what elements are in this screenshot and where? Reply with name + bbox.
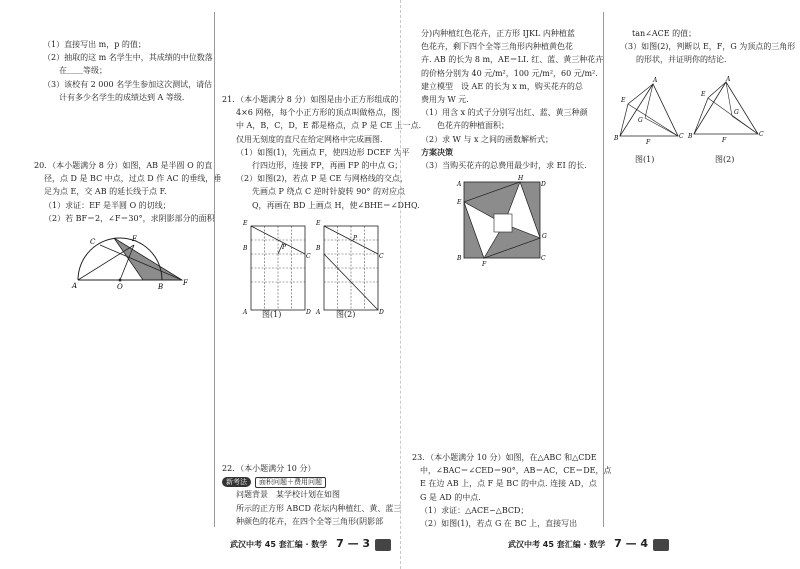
text-line: 方案决策 bbox=[421, 146, 453, 157]
text-line: 行四边形，连接 FP，再画 FP 的中点 G； bbox=[236, 161, 403, 171]
column-divider bbox=[603, 12, 604, 527]
book-title: 武汉中考 45 套汇编 · 数学 bbox=[508, 540, 606, 549]
left-footer bbox=[230, 537, 391, 551]
question-22 bbox=[222, 462, 400, 528]
svg-text:C: C bbox=[541, 255, 546, 262]
page-number: 7 — 3 bbox=[336, 537, 371, 550]
text-line: G 是 AD 的中点. bbox=[420, 492, 481, 502]
svg-text:A: A bbox=[243, 309, 248, 316]
svg-text:P: P bbox=[282, 244, 287, 251]
figure-caption: 图(1) bbox=[262, 310, 282, 319]
svg-text:B: B bbox=[688, 133, 693, 140]
text-line: 21．（本小题满分 8 分）如图是由小正方形组成的 bbox=[222, 95, 399, 104]
text-line: 分)内种植红色花卉，正方形 IJKL 内种植蓝 bbox=[421, 29, 575, 38]
book-title: 武汉中考 45 套汇编 · 数学 bbox=[230, 540, 328, 549]
figure-caption: 图(2) bbox=[715, 155, 735, 164]
svg-text:E: E bbox=[132, 235, 138, 243]
text-line: E 在边 AB 上，点 F 是 BC 的中点. 连接 AD，点 bbox=[420, 479, 597, 489]
text-line: （1）求证：EF 是半圆 O 的切线； bbox=[44, 200, 171, 210]
svg-text:P: P bbox=[353, 235, 358, 242]
text-line: 种颜色的花卉，在四个全等三角形(阴影部 bbox=[236, 516, 384, 526]
svg-text:D: D bbox=[379, 309, 384, 316]
text-line: 色花卉的种植面积； bbox=[421, 121, 509, 131]
brand-logo-icon bbox=[375, 539, 391, 551]
text-line: （2）如图(2)，若点 P 是 CE 与网格线的交点， bbox=[236, 174, 408, 184]
svg-text:D: D bbox=[306, 309, 311, 316]
question-22-continued bbox=[421, 27, 604, 172]
svg-text:D: D bbox=[541, 181, 546, 188]
text-line: 在＿＿等级； bbox=[43, 66, 107, 76]
semicircle-figure bbox=[70, 230, 190, 292]
svg-text:E: E bbox=[701, 91, 706, 98]
figure-caption: 图(1) bbox=[635, 155, 655, 164]
text-line: 所示的正方形 ABCD 花坛内种植红、黄、蓝三 bbox=[236, 503, 402, 513]
page-number: 7 — 4 bbox=[614, 537, 649, 550]
svg-text:A: A bbox=[72, 282, 78, 290]
text-line: 22．（本小题满分 10 分） bbox=[222, 464, 316, 473]
svg-text:C: C bbox=[679, 133, 684, 140]
svg-text:A: A bbox=[726, 76, 731, 83]
text-line: 问题背景 某学校计划在如图 bbox=[236, 490, 340, 500]
text-line: 4×6 网格，每个小正方形的顶点叫做格点，图 bbox=[236, 108, 400, 118]
text-line: 中，∠BAC＝∠CED＝90°，AB＝AC，CE＝DE，点 bbox=[420, 466, 612, 476]
text-line: （1）如图(1)，先画点 F，使四边形 DCEF 为平 bbox=[236, 147, 410, 157]
svg-text:H: H bbox=[518, 175, 524, 182]
svg-text:F: F bbox=[482, 261, 487, 268]
svg-text:B: B bbox=[457, 255, 462, 262]
question-20 bbox=[34, 159, 222, 225]
text-line: （1）求证：△ACE∽△BCD； bbox=[420, 505, 529, 515]
svg-text:E: E bbox=[243, 220, 248, 227]
svg-text:F: F bbox=[646, 139, 651, 146]
triangle-figure-2 bbox=[686, 76, 766, 152]
text-line: tan∠ACE 的值； bbox=[632, 29, 697, 38]
text-line: 计有多少名学生的成绩达到 A 等级. bbox=[43, 92, 185, 102]
text-line: 20．（本小题满分 8 分）如图，AB 是半圆 O 的直 bbox=[34, 161, 213, 170]
text-line: 卉. AB 的长为 8 m，AE＝LI. 红、蓝、黄三种花卉 bbox=[421, 55, 604, 65]
text-line: 径，点 D 是 BC 中点，过点 D 作 AC 的垂线，垂 bbox=[44, 174, 222, 184]
text-line: （2）求 W 与 x 之间的函数解析式； bbox=[421, 134, 553, 144]
svg-text:A: A bbox=[457, 181, 462, 188]
text-line: （3）如图(2)，判断以 E，F，G 为顶点的三角形 bbox=[620, 42, 796, 52]
svg-text:B: B bbox=[316, 245, 321, 252]
question-19-tail bbox=[43, 38, 213, 104]
svg-text:C: C bbox=[90, 238, 96, 246]
text-line: （2）如图(1)，若点 G 在 BC 上，直接写出 bbox=[420, 519, 578, 529]
svg-text:F: F bbox=[183, 279, 188, 287]
svg-text:B: B bbox=[614, 135, 619, 142]
question-24-tail bbox=[620, 27, 798, 67]
text-line: （2）若 BF＝2，∠F＝30°，求阴影部分的面积 bbox=[44, 213, 215, 223]
text-line: 费用为 W 元. bbox=[421, 95, 469, 105]
text-line: （3）该校有 2 000 名学生参加这次测试，请估 bbox=[43, 79, 213, 89]
text-line: 色花卉，剩下四个全等三角形内种植黄色花 bbox=[421, 42, 573, 52]
svg-text:A: A bbox=[653, 77, 658, 84]
figure-caption: 图(2) bbox=[336, 310, 356, 319]
square-garden-figure bbox=[456, 175, 547, 268]
text-line: （1）用含 x 的式子分别写出红、蓝、黄三种颜 bbox=[421, 108, 588, 118]
text-line: 中 A，B，C，D，E 都是格点，点 P 是 CE 上一点. bbox=[236, 121, 422, 131]
svg-text:E: E bbox=[457, 199, 462, 206]
text-line: 23．（本小题满分 10 分）如图，在△ABC 和△CDE bbox=[412, 453, 597, 462]
svg-text:C: C bbox=[306, 253, 311, 260]
svg-text:C: C bbox=[759, 131, 764, 138]
text-line: 的价格分别为 40 元/m²，100 元/m²，60 元/m². bbox=[421, 68, 598, 78]
svg-text:F: F bbox=[722, 137, 727, 144]
svg-text:B: B bbox=[158, 283, 164, 291]
svg-text:G: G bbox=[734, 109, 739, 116]
text-line: 的形状，并证明你的结论. bbox=[620, 55, 727, 65]
right-footer bbox=[508, 537, 669, 551]
svg-text:G: G bbox=[638, 117, 643, 124]
brand-logo-icon bbox=[653, 539, 669, 551]
text-line: （3）当购买花卉的总费用最少时，求 EI 的长. bbox=[421, 161, 587, 171]
text-line: 先画点 P 绕点 C 逆时针旋转 90° 的对应点 bbox=[236, 187, 405, 197]
text-line: 足为点 E，交 AB 的延长线于点 F. bbox=[44, 187, 167, 197]
text-line: 建立模型 设 AE 的长为 x m，购买花卉的总 bbox=[421, 81, 583, 91]
svg-text:E: E bbox=[316, 220, 321, 227]
triangle-figure-1 bbox=[608, 76, 686, 152]
right-page bbox=[400, 0, 800, 569]
svg-text:E: E bbox=[621, 97, 626, 104]
svg-text:O: O bbox=[117, 283, 123, 291]
question-23 bbox=[412, 451, 612, 530]
text-line: （1）直接写出 m，p 的值； bbox=[43, 40, 146, 49]
svg-text:C: C bbox=[379, 253, 384, 260]
svg-text:G: G bbox=[542, 233, 547, 240]
question-21 bbox=[222, 93, 422, 212]
svg-text:A: A bbox=[316, 309, 321, 316]
column-divider bbox=[214, 12, 215, 527]
svg-text:B: B bbox=[243, 245, 248, 252]
text-line: 仅用无刻度的直尺在给定网格中完成画图. bbox=[236, 134, 383, 144]
text-line: （2）抽取的这 m 名学生中，其成绩的中位数落 bbox=[43, 53, 213, 63]
new-method-tag: 新考法 bbox=[222, 477, 251, 487]
text-line: Q，再画在 BD 上画点 H，使∠BHE＝∠DHQ. bbox=[236, 200, 420, 210]
topic-tag: 面积问题＋费用问题 bbox=[255, 477, 326, 488]
